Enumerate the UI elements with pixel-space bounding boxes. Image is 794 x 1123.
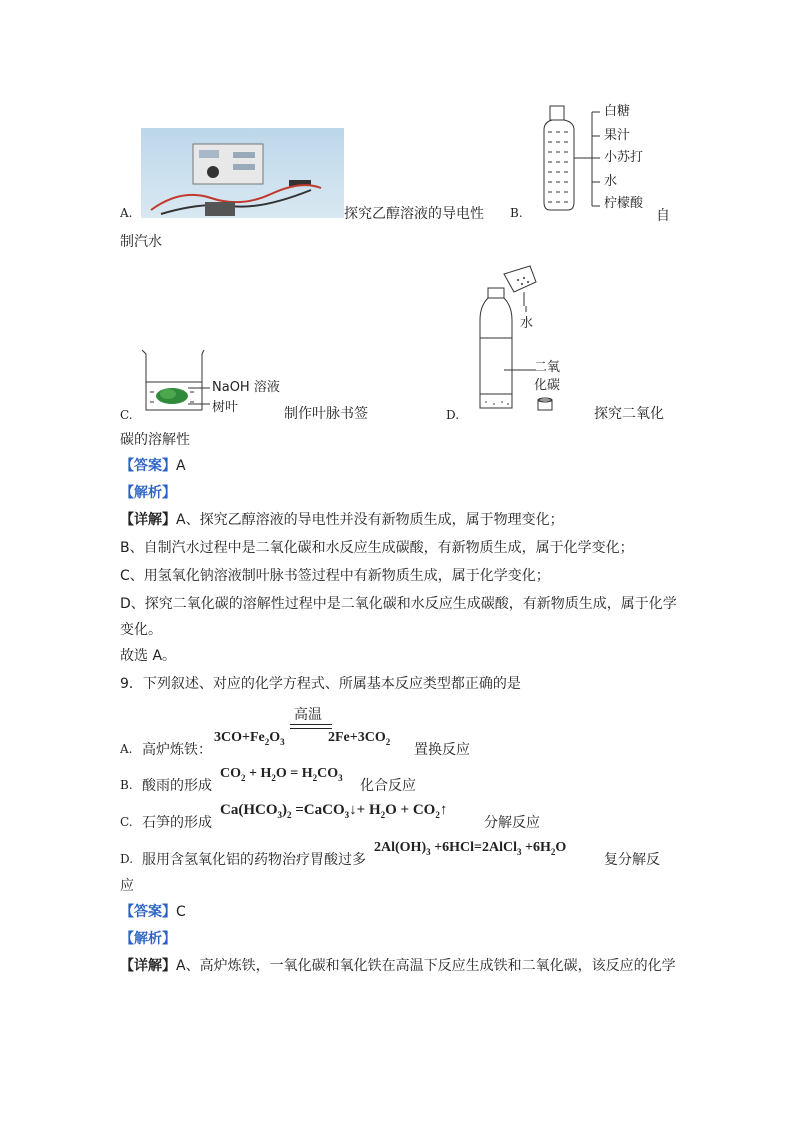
q9-option-a-products: $2Fe+3CO_2$	[328, 730, 391, 747]
q9-option-a-equals	[290, 724, 332, 729]
q8-option-c-caption: 制作叶脉书签	[284, 406, 368, 422]
q8-answer	[120, 456, 186, 476]
q9-option-b-equation: $CO_2 + H_2O = H_2CO_3$	[220, 766, 343, 783]
soda-label-1: 果汁	[604, 128, 631, 143]
q9-stem: 9．下列叙述、对应的化学方程式、所属基本反应类型都正确的是	[120, 676, 521, 692]
co2-label-0: 水	[520, 316, 534, 331]
q9-answer-value: C	[176, 904, 186, 920]
q8-option-d-caption-a: 探究二氧化	[594, 406, 664, 422]
soda-bottle-diagram	[540, 102, 610, 214]
q9-option-c-equation: $Ca(HCO_3)_2$ =CaCO$_3$↓+ $H_2O$ + $CO_2↑$	[220, 802, 448, 820]
q8-option-b-caption-b: 制汽水	[120, 234, 162, 250]
q9-option-a-letter: A.	[120, 742, 133, 756]
q9-detail-line	[120, 956, 676, 976]
q9-detail-tag: 【详解】	[120, 958, 176, 974]
beaker-label-0: NaOH 溶液	[212, 380, 280, 395]
soda-label-0: 白糖	[604, 104, 631, 119]
q9-option-b-text: 酸雨的形成	[142, 778, 212, 794]
q8-option-d-letter: D.	[446, 408, 460, 422]
soda-label-2: 小苏打	[604, 150, 644, 165]
q9-answer	[120, 902, 186, 922]
q9-option-d-letter: D.	[120, 852, 134, 866]
q8-option-b-letter: B.	[510, 206, 523, 220]
q9-option-c-text: 石笋的形成	[142, 815, 212, 831]
q8-detail-line-5: 故选 A。	[120, 648, 177, 664]
q8-option-b-caption-a: 自	[656, 208, 670, 224]
q8-detail-line-4: 变化。	[120, 622, 162, 638]
q9-option-a-condition: 高温	[294, 707, 322, 723]
q8-detail-text-0: A、探究乙醇溶液的导电性并没有新物质生成，属于物理变化；	[176, 512, 564, 528]
q8-detail-line-2: C、用氢氧化钠溶液制叶脉书签过程中有新物质生成，属于化学变化；	[120, 568, 550, 584]
q9-option-d-equation: $2Al(OH)_3$ +6HCl=2AlCl$_3$ $+6H_2O$	[374, 840, 567, 857]
q8-option-a-caption: 探究乙醇溶液的导电性	[344, 206, 484, 222]
q9-option-c-letter: C.	[120, 815, 133, 829]
q8-answer-value: A	[176, 458, 186, 474]
q9-option-a-reactants: $3CO+Fe_2O_3$	[214, 730, 285, 747]
beaker-leaf-diagram	[140, 348, 210, 414]
q9-option-b-type: 化合反应	[360, 778, 416, 794]
beaker-label-1: 树叶	[212, 400, 239, 415]
q9-answer-tag: 【答案】	[120, 904, 176, 920]
co2-label-2: 化碳	[534, 378, 561, 393]
q8-option-c-letter: C.	[120, 408, 133, 422]
q8-analysis-tag: 【解析】	[120, 485, 176, 501]
q9-option-a-text: 高炉炼铁：	[142, 742, 212, 758]
soda-label-4: 柠檬酸	[604, 196, 644, 211]
soda-label-3: 水	[604, 174, 618, 189]
q9-option-d-type-a: 复分解反	[604, 852, 660, 868]
q8-detail-line-3: D、探究二氧化碳的溶解性过程中是二氧化碳和水反应生成碳酸，有新物质生成，属于化学	[120, 596, 677, 612]
q8-option-a-letter: A.	[120, 206, 133, 220]
co2-label-1: 二氧	[534, 360, 561, 375]
q8-detail-tag: 【详解】	[120, 512, 176, 528]
q9-analysis-tag: 【解析】	[120, 931, 176, 947]
q8-option-d-caption-b: 碳的溶解性	[120, 432, 190, 448]
q8-detail-line-0	[120, 510, 564, 530]
q9-detail-text: A、高炉炼铁，一氧化碳和氧化铁在高温下反应生成铁和二氧化碳，该反应的化学	[176, 958, 676, 974]
q9-option-a-type: 置换反应	[414, 742, 470, 758]
q9-option-d-type-b: 应	[120, 878, 134, 894]
q9-option-b-letter: B.	[120, 778, 133, 792]
q9-option-c-type: 分解反应	[484, 815, 540, 831]
conductivity-apparatus-image	[141, 128, 344, 218]
q8-detail-line-1: B、自制汽水过程中是二氧化碳和水反应生成碳酸，有新物质生成，属于化学变化；	[120, 540, 634, 556]
q8-answer-tag: 【答案】	[120, 458, 176, 474]
q9-option-d-text: 服用含氢氧化铝的药物治疗胃酸过多	[142, 852, 366, 868]
